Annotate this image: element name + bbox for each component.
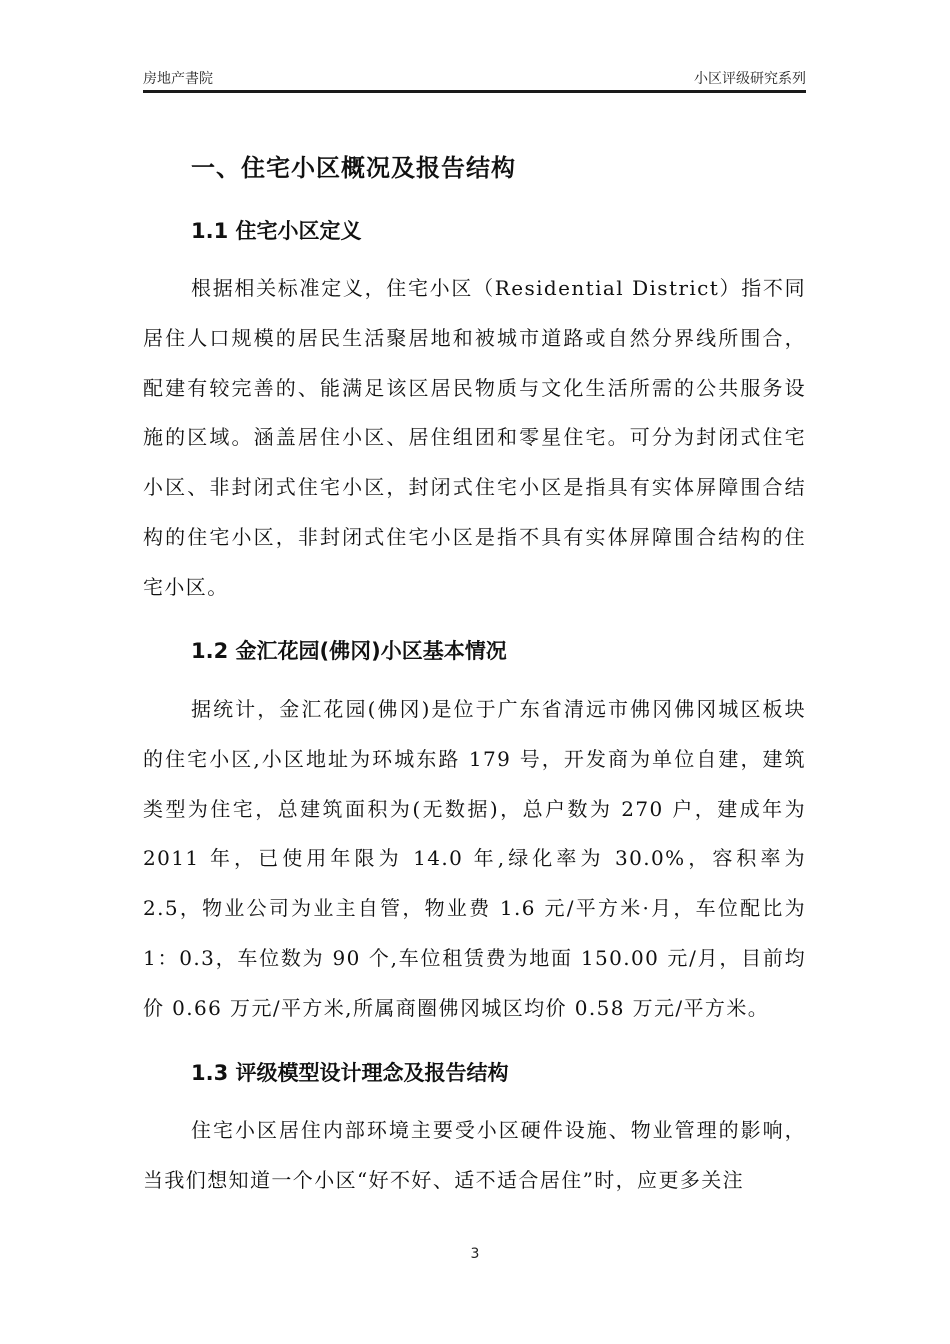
- section-paragraph-1-3: 住宅小区居住内部环境主要受小区硬件设施、物业管理的影响，当我们想知道一个小区“好不好、适不适合居住”时，应更多关注: [143, 1118, 806, 1192]
- section-paragraph-1-1: 根据相关标准定义，住宅小区（Residential District）指不同居住人口规模的居民生活聚居地和被城市道路或自然分界线所围合，配建有较完善的、能满足该区居民物质与文化生活所需的公共服务设施的区域。涵盖居住小区、居住组团和零星住宅。可分为封闭式住宅小区、非封闭式住宅小区，封闭式住宅小区是指具有实体屏障围合结构的住宅小区，非封闭式住宅小区是指不具有实体屏障围合结构的住宅小区。: [143, 276, 806, 599]
- page-number: 3: [470, 1246, 480, 1262]
- header-series-title: 小区评级研究系列: [694, 71, 806, 87]
- header-publisher: 房地产書院: [143, 71, 213, 87]
- chapter-title: 一、住宅小区概况及报告结构: [191, 154, 516, 182]
- page-header: [143, 66, 806, 93]
- section-paragraph-1-2: 据统计，金汇花园(佛冈)是位于广东省清远市佛冈佛冈城区板块的住宅小区,小区地址为环城东路 179 号，开发商为单位自建，建筑类型为住宅，总建筑面积为(无数据)，总户数为 270 户，建成年为 2011 年，已使用年限为 14.0 年,绿化率为 30.0%，容积率为 2.5，物业公司为业主自管，物业费 1.6 元/平方米·月，车位配比为 1：0.3，车位数为 90 个,车位租赁费为地面 150.00 元/月，目前均价 0.66 万元/平方米,所属商圈佛冈城区均价 0.58 万元/平方米。: [143, 697, 806, 1020]
- section-heading-1-1: 1.1 住宅小区定义: [191, 219, 362, 243]
- section-heading-1-2: 1.2 金汇花园(佛冈)小区基本情况: [191, 639, 507, 663]
- section-heading-1-3: 1.3 评级模型设计理念及报告结构: [191, 1061, 509, 1085]
